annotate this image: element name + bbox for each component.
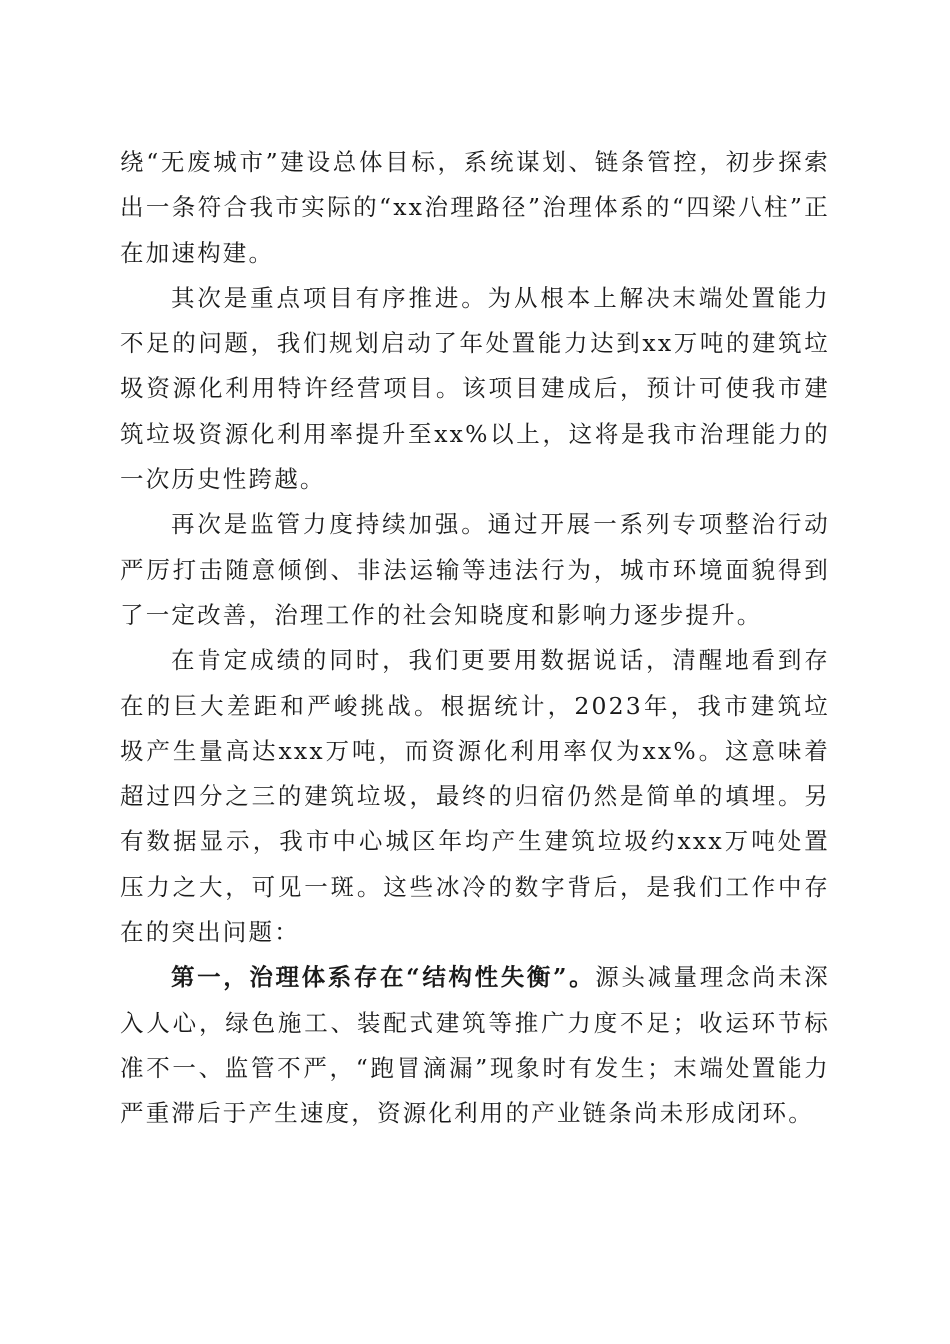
paragraph-data-challenges: 在肯定成绩的同时，我们更要用数据说话，清醒地看到存在的巨大差距和严峻挑战。根据统计，2023年，我市建筑垃圾产生量高达xxx万吨，而资源化利用率仅为xx%。这意味着超过四分之三的建筑垃圾，最终的归宿仍然是简单的填埋。另有数据显示，我市中心城区年均产生建筑垃圾约xxx万吨处置压力之大，可见一斑。这些冰冷的数字背后，是我们工作中存在的突出问题： xyxy=(120,646,830,947)
paragraph-continuation: 绕“无废城市”建设总体目标，系统谋划、链条管控，初步探索出一条符合我市实际的“xx治理路径”治理体系的“四梁八柱”正在加速构建。 xyxy=(120,148,830,267)
paragraph-first-issue xyxy=(120,955,830,1136)
paragraph-key-projects: 其次是重点项目有序推进。为从根本上解决末端处置能力不足的问题，我们规划启动了年处置能力达到xx万吨的建筑垃圾资源化利用特许经营项目。该项目建成后，预计可使我市建筑垃圾资源化利用率提升至xx%以上，这将是我市治理能力的一次历史性跨越。 xyxy=(120,283,830,494)
document-page xyxy=(120,140,830,1137)
first-issue-heading: 第一，治理体系存在“结构性失衡”。 xyxy=(171,963,596,992)
first-issue-body: 源头减量理念尚未深入人心，绿色施工、装配式建筑等推广力度不足；收运环节标准不一、监管不严，“跑冒滴漏”现象时有发生；末端处置能力严重滞后于产生速度，资源化利用的产业链条尚未形成闭环。 xyxy=(120,963,830,1128)
paragraph-supervision: 再次是监管力度持续加强。通过开展一系列专项整治行动严厉打击随意倾倒、非法运输等违法行为，城市环境面貌得到了一定改善，治理工作的社会知晓度和影响力逐步提升。 xyxy=(120,510,830,629)
